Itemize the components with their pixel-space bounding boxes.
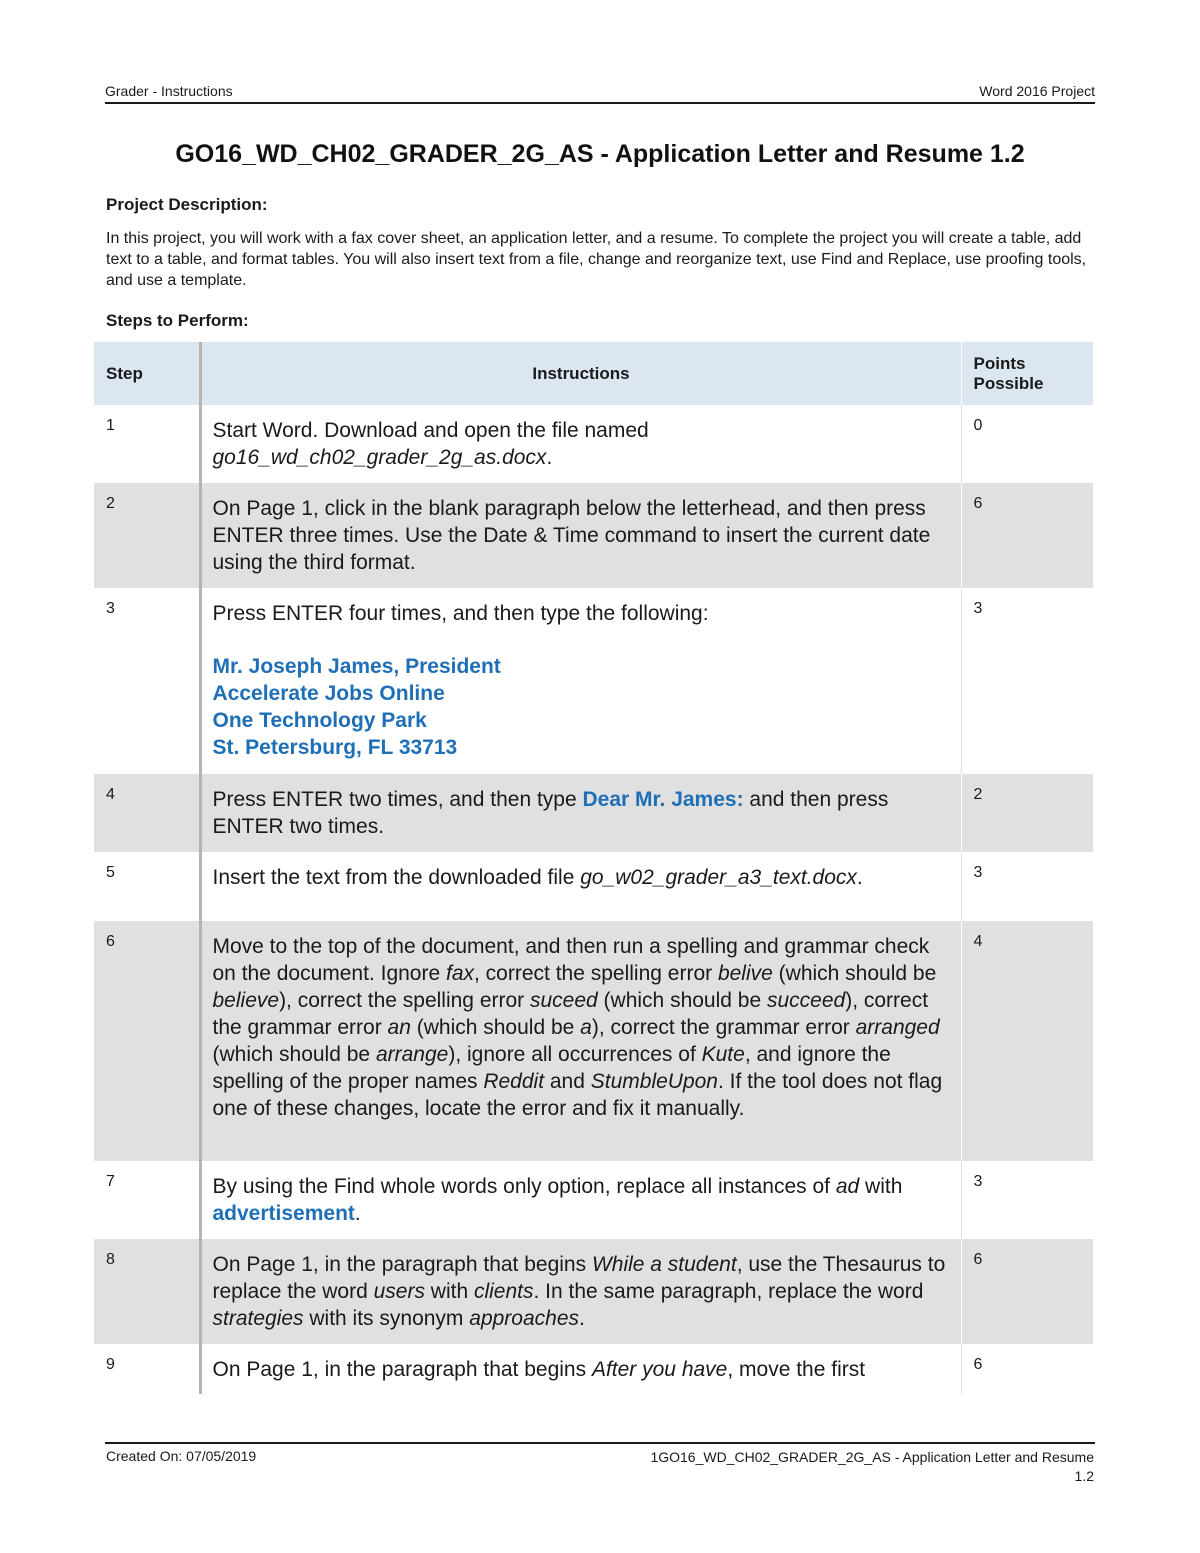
step-instructions bbox=[200, 774, 961, 852]
step-number: 6 bbox=[94, 921, 200, 1161]
footer-document-name bbox=[534, 1448, 1094, 1486]
table-row bbox=[94, 774, 1093, 852]
instr-filename: go_w02_grader_a3_text.docx bbox=[580, 866, 857, 889]
steps-table bbox=[94, 342, 1093, 1394]
table-row bbox=[94, 1344, 1093, 1394]
step-number: 8 bbox=[94, 1239, 200, 1344]
header-points-line2: Possible bbox=[973, 373, 1044, 393]
footer-right-line1: 1GO16_WD_CH02_GRADER_2G_AS - Application Letter and Resume bbox=[650, 1449, 1094, 1465]
step-points: 4 bbox=[961, 921, 1093, 1161]
typed-text: advertisement bbox=[212, 1202, 355, 1225]
instr-text: Start Word. Download and open the file named bbox=[212, 419, 649, 442]
step-instructions bbox=[200, 405, 961, 483]
instr-text: and then press ENTER two times. bbox=[212, 788, 889, 838]
table-row bbox=[94, 405, 1093, 483]
instr-text: Press ENTER two times, and then type bbox=[212, 788, 583, 811]
step-number: 4 bbox=[94, 774, 200, 852]
step-number: 7 bbox=[106, 1173, 115, 1190]
step-points: 6 bbox=[961, 1239, 1093, 1344]
step-points: 2 bbox=[961, 774, 1093, 852]
page-header bbox=[105, 83, 1095, 103]
step-number: 3 bbox=[106, 600, 115, 617]
step-points: 0 bbox=[961, 405, 1093, 483]
project-description-text: In this project, you will work with a fax cover sheet, an application letter, and a resume. To complete the project you will create a table, add text to a table, and format tables. You will also insert text from a file, change and reorganize text, use Find and Replace, use proofing tools, and use a template. bbox=[106, 230, 1087, 289]
step-points: 3 bbox=[961, 1161, 1093, 1239]
instr-text: . bbox=[546, 446, 553, 469]
address-line: One Technology Park bbox=[212, 709, 427, 732]
typed-text: Dear Mr. James: bbox=[582, 788, 744, 811]
step-instructions: Move to the top of the document, and then run a spelling and grammar check on the document. Ignore fax, correct the spelling error belive (which should be believe), correct the spelling error suceed (which should be succeed), correct the grammar error an (which should be a), correct the grammar error arranged (which should be arrange), ignore all occurrences of Kute, and ignore the spelling of the proper names Reddit and StumbleUpon. If the tool does not flag one of these changes, locate the error and fix it manually. bbox=[200, 921, 961, 1161]
instr-text: . bbox=[856, 866, 863, 889]
step-points: 6 bbox=[961, 1344, 1093, 1394]
table-row bbox=[94, 483, 1093, 588]
step-number: 5 bbox=[106, 864, 115, 881]
address-line: St. Petersburg, FL 33713 bbox=[212, 736, 458, 759]
header-left-text: Grader - Instructions bbox=[105, 83, 233, 99]
step-instructions: On Page 1, click in the blank paragraph below the letterhead, and then press ENTER three times. Use the Date & Time command to insert the current date using the third format. bbox=[200, 483, 961, 588]
header-instructions: Instructions bbox=[200, 342, 961, 405]
footer-right-line2: 1.2 bbox=[1074, 1468, 1094, 1484]
step-instructions: On Page 1, in the paragraph that begins While a student, use the Thesaurus to replace the word users with clients. In the same paragraph, replace the word strategies with its synonym approaches. bbox=[200, 1239, 961, 1344]
instr-filename: go16_wd_ch02_grader_2g_as.docx bbox=[212, 446, 547, 469]
project-description-label: Project Description: bbox=[106, 195, 268, 214]
document-title: GO16_WD_CH02_GRADER_2G_AS - Application Letter and Resume 1.2 bbox=[175, 140, 1025, 168]
step-instructions bbox=[200, 588, 961, 774]
header-divider bbox=[105, 102, 1095, 104]
instr-text: Insert the text from the downloaded file bbox=[212, 866, 581, 889]
header-step: Step bbox=[94, 342, 200, 405]
table-header-row bbox=[94, 342, 1093, 405]
header-right-text: Word 2016 Project bbox=[979, 83, 1095, 99]
step-number: 9 bbox=[106, 1356, 115, 1373]
steps-label: Steps to Perform: bbox=[106, 311, 249, 330]
header-points bbox=[961, 342, 1093, 405]
step-instructions: By using the Find whole words only option, replace all instances of ad with advertisement. bbox=[200, 1161, 961, 1239]
step-points: 3 bbox=[961, 588, 1093, 774]
address-line: Mr. Joseph James, President bbox=[212, 655, 501, 678]
step-instructions: On Page 1, in the paragraph that begins After you have, move the first bbox=[200, 1344, 961, 1394]
table-row bbox=[94, 588, 1093, 774]
instr-text: Press ENTER four times, and then type the following: bbox=[212, 602, 709, 625]
address-line: Accelerate Jobs Online bbox=[212, 682, 445, 705]
step-points: 3 bbox=[961, 852, 1093, 921]
table-row bbox=[94, 852, 1093, 921]
step-instructions bbox=[200, 852, 961, 921]
table-row bbox=[94, 921, 1093, 1161]
table-row bbox=[94, 1161, 1093, 1239]
footer-created-on: Created On: 07/05/2019 bbox=[106, 1448, 257, 1464]
step-number: 2 bbox=[94, 483, 200, 588]
table-row bbox=[94, 1239, 1093, 1344]
footer-divider bbox=[105, 1442, 1095, 1444]
step-points: 6 bbox=[961, 483, 1093, 588]
step-number: 1 bbox=[106, 417, 115, 434]
header-points-line1: Points bbox=[973, 353, 1026, 373]
